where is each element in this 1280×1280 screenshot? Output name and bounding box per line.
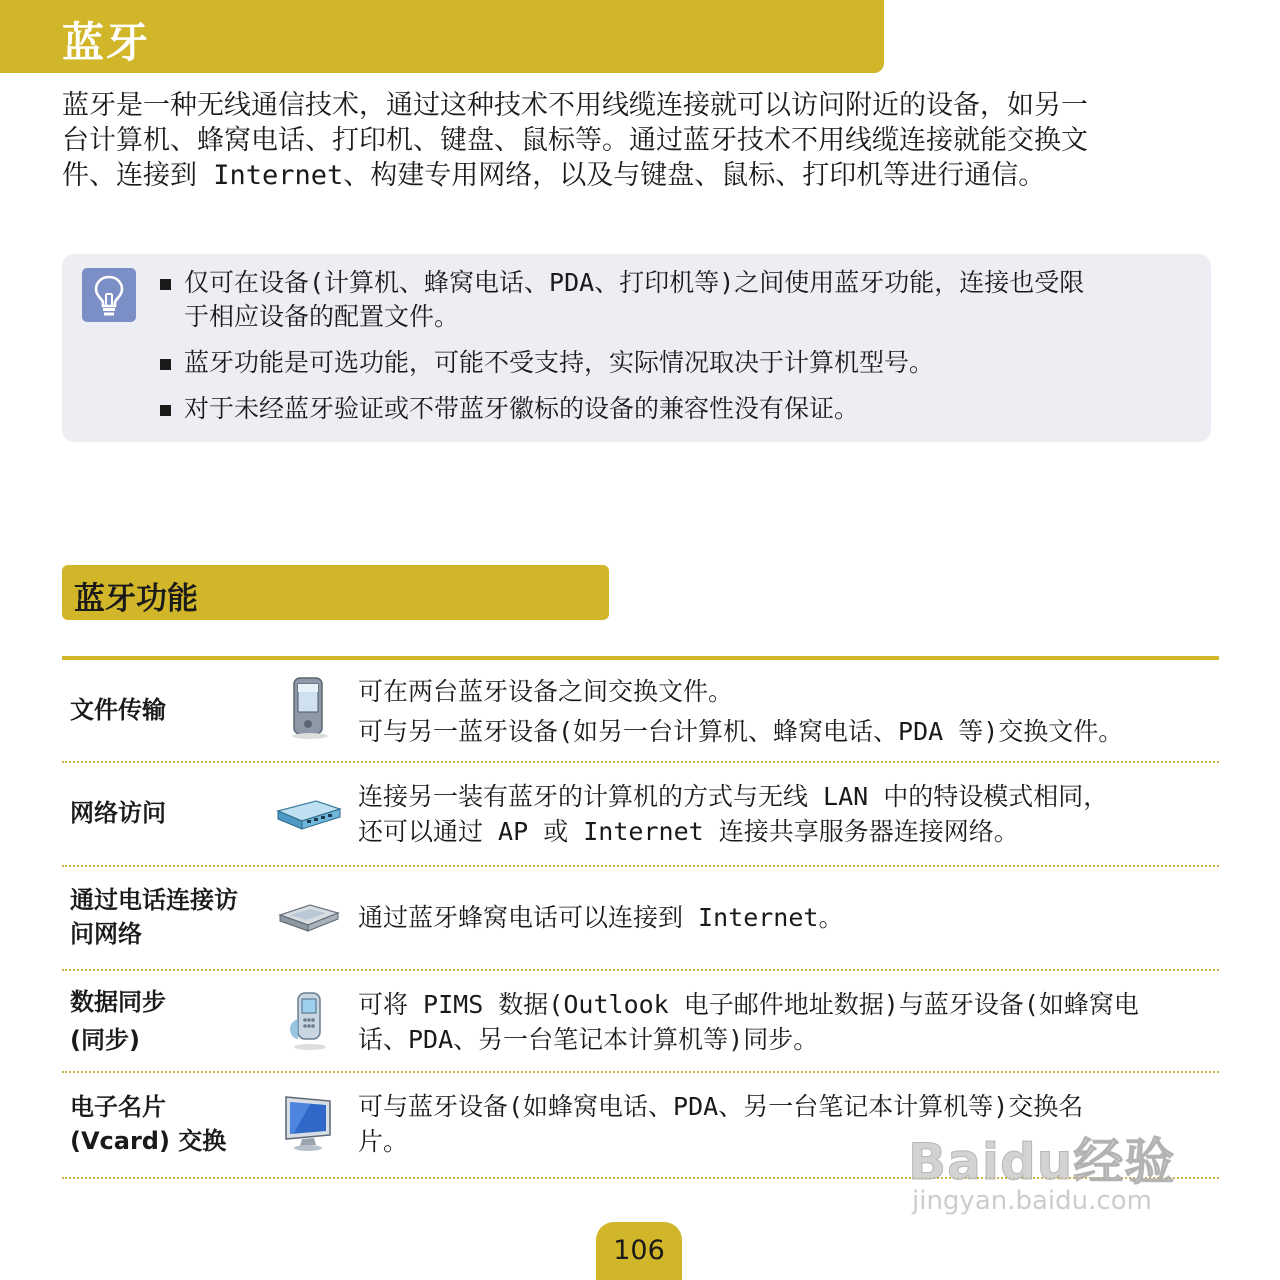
feature-description-line: 还可以通过 AP 或 Internet 连接共享服务器连接网络。	[358, 817, 1019, 846]
monitor-icon	[276, 1091, 342, 1157]
page-number-tab	[596, 1222, 682, 1280]
feature-name	[70, 693, 275, 727]
intro-line: 台计算机、蜂窝电话、打印机、键盘、鼠标等。通过蓝牙技术不用线缆连接就能交换文	[62, 125, 1088, 156]
pda-icon	[276, 674, 342, 740]
feature-description	[358, 672, 1218, 752]
watermark	[908, 1122, 1208, 1232]
feature-description-line: 连接另一装有蓝牙的计算机的方式与无线 LAN 中的特设模式相同，	[358, 782, 1109, 811]
note-box	[62, 254, 1211, 442]
intro-line: 件、连接到 Internet、构建专用网络，以及与键盘、鼠标、打印机等进行通信。	[62, 160, 1046, 191]
modem-icon	[276, 885, 342, 951]
feature-name	[70, 1090, 275, 1158]
square-bullet-icon	[160, 359, 171, 370]
feature-name-line: 电子名片	[70, 1093, 166, 1121]
section-bar	[62, 565, 609, 620]
title-bar	[0, 0, 884, 73]
note-line: 于相应设备的配置文件。	[184, 302, 460, 331]
feature-name-line: 文件传输	[70, 696, 166, 724]
feature-description-line: 片。	[358, 1127, 409, 1156]
feature-name-line: 网络访问	[70, 799, 166, 827]
note-list	[158, 266, 1188, 438]
feature-description-line: 可与蓝牙设备(如蜂窝电话、PDA、另一台笔记本计算机等)交换名	[358, 1092, 1084, 1121]
feature-name-line: (同步)	[70, 1026, 140, 1054]
feature-row-network-access	[62, 763, 1219, 867]
feature-description-line: 话、PDA、另一台笔记本计算机等)同步。	[358, 1025, 819, 1054]
feature-name-line: 通过电话连接访	[70, 886, 238, 914]
watermark-url: jingyan.baidu.com	[912, 1186, 1152, 1216]
feature-description-line: 可将 PIMS 数据(Outlook 电子邮件地址数据)与蓝牙设备(如蜂窝电	[358, 990, 1139, 1019]
feature-row-file-transfer	[62, 660, 1219, 763]
note-line: 仅可在设备(计算机、蜂窝电话、PDA、打印机等)之间使用蓝牙功能，连接也受限	[184, 268, 1085, 297]
feature-name-line: 问网络	[70, 920, 142, 948]
page-number: 106	[613, 1235, 665, 1266]
feature-description-line: 可在两台蓝牙设备之间交换文件。	[358, 677, 734, 706]
feature-description	[358, 779, 1218, 849]
feature-name-line: (Vcard) 交换	[70, 1127, 227, 1155]
network-hub-icon	[276, 783, 342, 849]
watermark-logo: Baidu经验	[908, 1133, 1176, 1191]
square-bullet-icon	[160, 279, 171, 290]
feature-name	[70, 883, 275, 951]
note-item	[158, 266, 1188, 334]
feature-description	[358, 987, 1218, 1057]
feature-description	[358, 900, 1218, 935]
note-line: 蓝牙功能是可选功能，可能不受支持，实际情况取决于计算机型号。	[184, 348, 935, 377]
feature-row-dialup-networking	[62, 867, 1219, 971]
feature-name	[70, 983, 275, 1059]
note-item	[158, 392, 1188, 426]
section-title: 蓝牙功能	[74, 581, 198, 617]
intro-line: 蓝牙是一种无线通信技术，通过这种技术不用线缆连接就可以访问附近的设备，如另一	[62, 90, 1088, 121]
square-bullet-icon	[160, 405, 171, 416]
feature-description-line: 通过蓝牙蜂窝电话可以连接到 Internet。	[358, 903, 844, 932]
feature-row-data-sync	[62, 971, 1219, 1073]
page-title: 蓝牙	[62, 18, 151, 67]
note-item	[158, 346, 1188, 380]
note-line: 对于未经蓝牙验证或不带蓝牙徽标的设备的兼容性没有保证。	[184, 394, 860, 423]
cellphone-icon	[276, 987, 342, 1053]
intro-paragraph	[62, 88, 1222, 193]
feature-description-line: 可与另一蓝牙设备(如另一台计算机、蜂窝电话、PDA 等)交换文件。	[358, 717, 1124, 746]
feature-name-line: 数据同步	[70, 988, 166, 1016]
lightbulb-icon	[82, 268, 136, 322]
feature-name	[70, 796, 275, 830]
